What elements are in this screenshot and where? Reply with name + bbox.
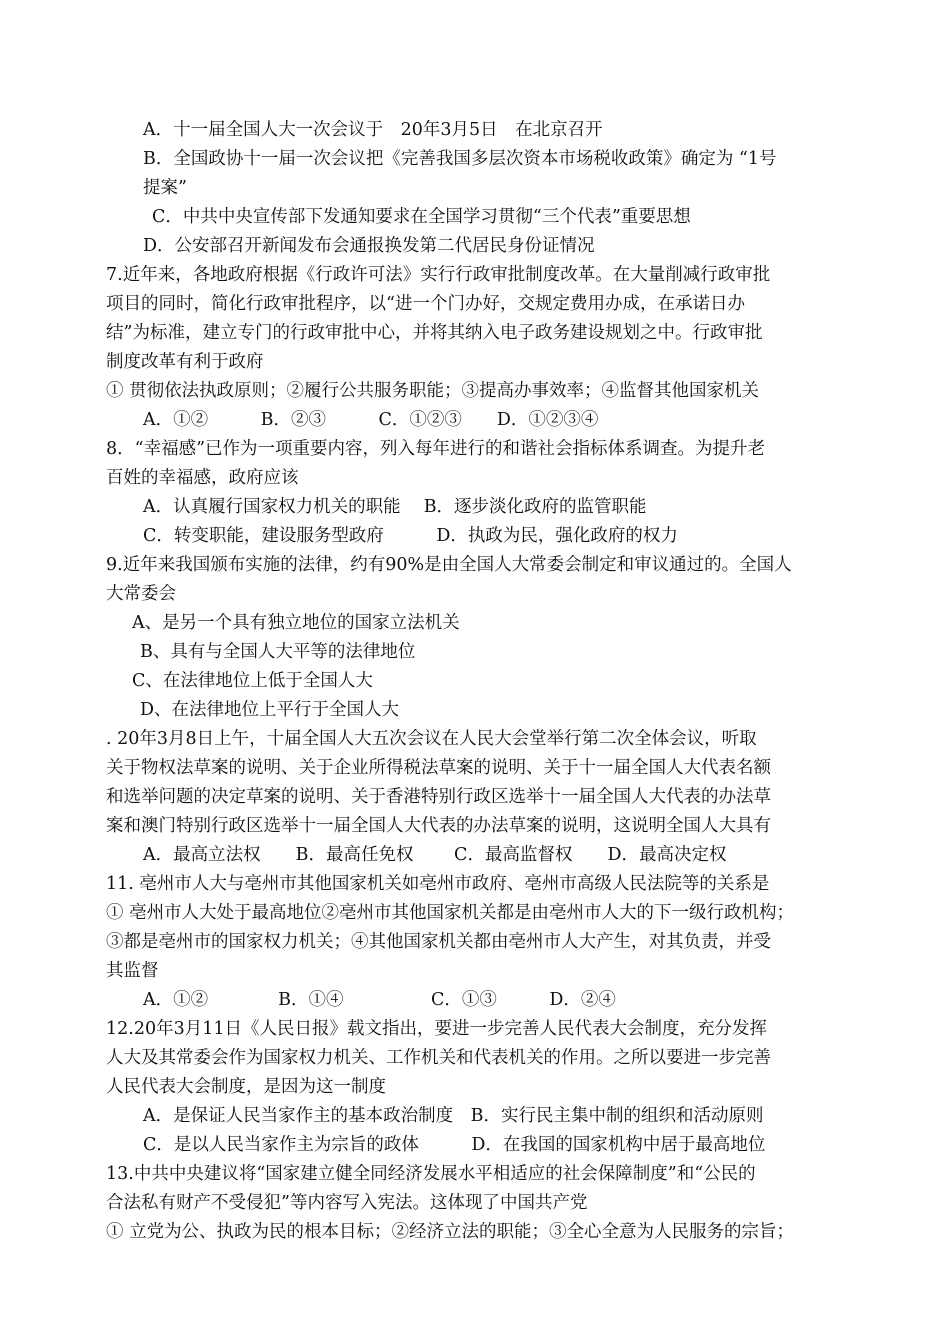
text-line: 大常委会 (106, 584, 176, 604)
text-line: D．公安部召开新闻发布会通报换发第二代居民身份证情况 (143, 236, 595, 256)
text-line: 和选举问题的决定草案的说明、关于香港特别行政区选举十一届全国人大代表的办法草 (106, 787, 771, 807)
text-line: A．①② B．①④ C．①③ D．②④ (143, 990, 616, 1010)
text-line: C、在法律地位上低于全国人大 (132, 671, 373, 691)
text-line: 项目的同时，简化行政审批程序，以“进一个门办好，交规定费用办成，在承诺日办 (106, 294, 745, 314)
text-line: A、是另一个具有独立地位的国家立法机关 (132, 613, 460, 633)
text-line: A．十一届全国人大一次会议于 20年3月5日 在北京召开 (143, 120, 603, 140)
text-line: ① 亳州市人大处于最高地位②亳州市其他国家机关都是由亳州市人大的下一级行政机构； (106, 903, 795, 923)
text-line: 百姓的幸福感，政府应该 (106, 468, 299, 488)
text-line: A．①② B．②③ C．①②③ D．①②③④ (143, 410, 599, 430)
text-line: A．最高立法权 B．最高任免权 C．最高监督权 D．最高决定权 (143, 845, 727, 865)
text-line: 案和澳门特别行政区选举十一届全国人大代表的办法草案的说明，这说明全国人大具有 (106, 816, 771, 836)
text-line: ① 立党为公、执政为民的根本目标；②经济立法的职能；③全心全意为人民服务的宗旨； (106, 1222, 795, 1242)
text-line: 8．“幸福感”已作为一项重要内容，列入每年进行的和谐社会指标体系调查。为提升老 (106, 439, 766, 459)
text-line: 11. 亳州市人大与亳州市其他国家机关如亳州市政府、亳州市高级人民法院等的关系是 (106, 874, 770, 894)
text-line: 9.近年来我国颁布实施的法律，约有90%是由全国人大常委会制定和审议通过的。全国人 (106, 555, 792, 575)
text-line: 结”为标准，建立专门的行政审批中心，并将其纳入电子政务建设规划之中。行政审批 (106, 323, 763, 343)
text-line: ① 贯彻依法执政原则；②履行公共服务职能；③提高办事效率；④监督其他国家机关 (106, 381, 760, 401)
text-line: 人大及其常委会作为国家权力机关、工作机关和代表机关的作用。之所以要进一步完善 (106, 1048, 771, 1068)
text-line: C．中共中央宣传部下发通知要求在全国学习贯彻“三个代表”重要思想 (152, 207, 691, 227)
text-line: 其监督 (106, 961, 159, 981)
text-line: B．全国政协十一届一次会议把《完善我国多层次资本市场税收政策》确定为 “1号 (143, 149, 777, 169)
text-line: A．认真履行国家权力机关的职能 B．逐步淡化政府的监管职能 (143, 497, 647, 517)
text-line: ③都是亳州市的国家权力机关；④其他国家机关都由亳州市人大产生，对其负责，并受 (106, 932, 771, 952)
text-line: A．是保证人民当家作主的基本政治制度 B．实行民主集中制的组织和活动原则 (143, 1106, 764, 1126)
text-line: B、具有与全国人大平等的法律地位 (140, 642, 416, 662)
text-line: C．是以人民当家作主为宗旨的政体 D．在我国的国家机构中居于最高地位 (143, 1135, 766, 1155)
text-line: 关于物权法草案的说明、关于企业所得税法草案的说明、关于十一届全国人大代表名额 (106, 758, 771, 778)
text-line: 制度改革有利于政府 (106, 352, 264, 372)
text-line: D、在法律地位上平行于全国人大 (140, 700, 400, 720)
text-line: C．转变职能，建设服务型政府 D．执政为民，强化政府的权力 (143, 526, 678, 546)
text-line: 合法私有财产不受侵犯”等内容写入宪法。这体现了中国共产党 (106, 1193, 588, 1213)
text-line: 人民代表大会制度，是因为这一制度 (106, 1077, 386, 1097)
text-line: 提案” (143, 178, 187, 198)
text-line: 12.20年3月11日《人民日报》载文指出，要进一步完善人民代表大会制度，充分发挥 (106, 1019, 767, 1039)
text-line: . 20年3月8日上午，十届全国人大五次会议在人民大会堂举行第二次全体会议，听取 (106, 729, 757, 749)
text-line: 7.近年来，各地政府根据《行政许可法》实行行政审批制度改革。在大量削减行政审批 (106, 265, 771, 285)
text-line: 13.中共中央建议将“国家建立健全同经济发展水平相适应的社会保障制度”和“公民的 (106, 1164, 756, 1184)
